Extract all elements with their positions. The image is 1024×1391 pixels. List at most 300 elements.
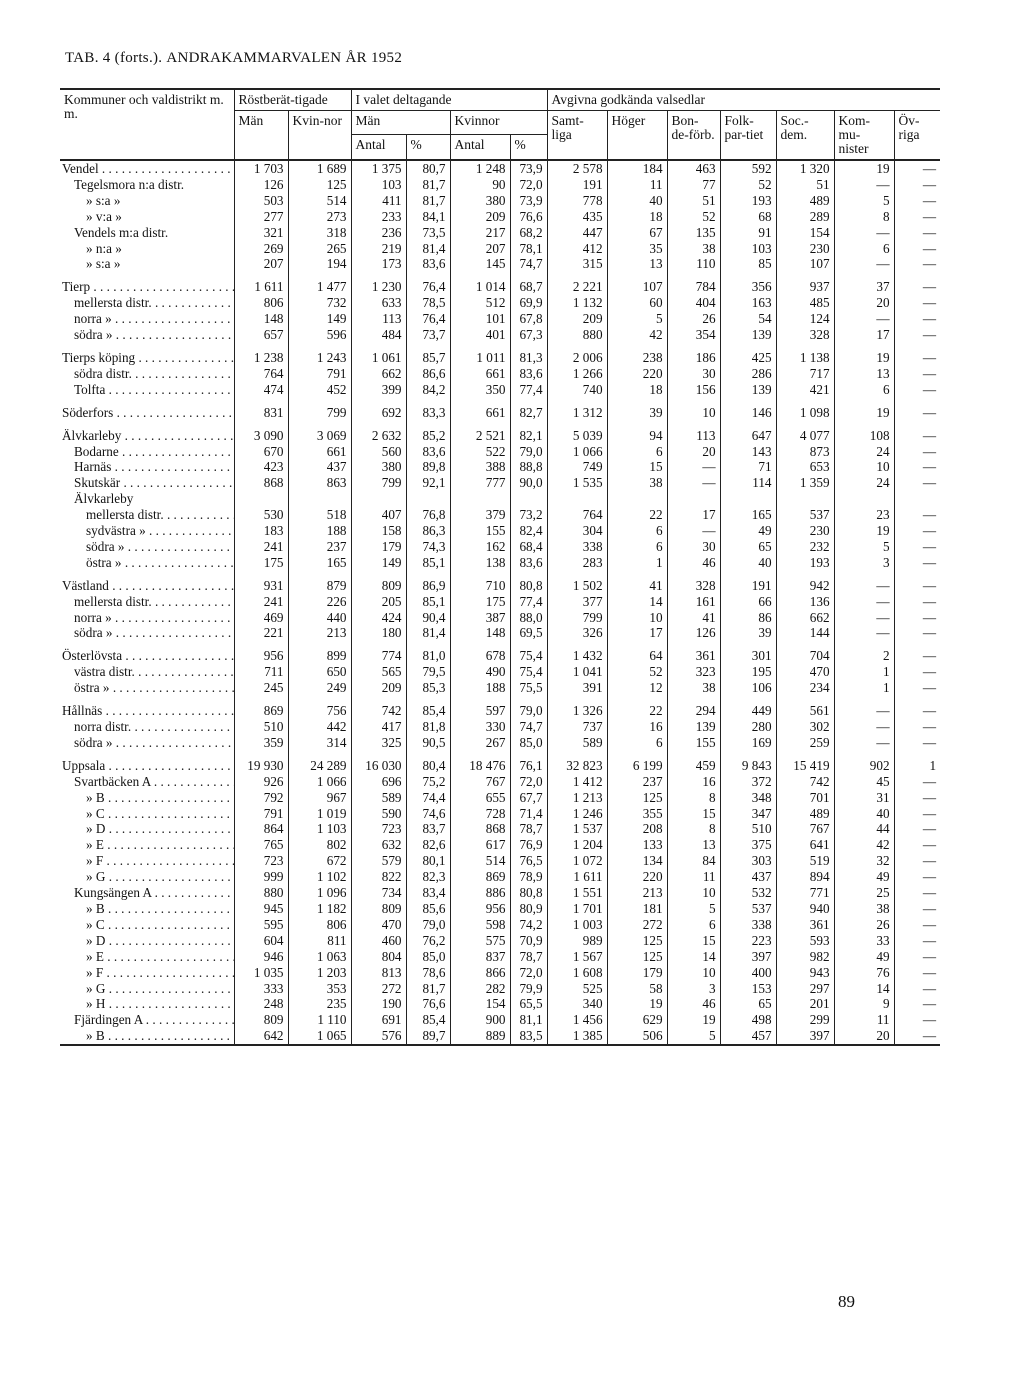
cell-value: 67,7 — [510, 790, 547, 806]
cell-value: 76,8 — [406, 507, 450, 523]
cell-value: 209 — [547, 311, 607, 327]
row-label-text: Vendels m:a distr. — [74, 224, 169, 240]
cell-value: 940 — [776, 901, 834, 917]
cell-value: 437 — [288, 459, 351, 475]
cell-value: 139 — [667, 719, 720, 735]
cell-value: 76,5 — [510, 853, 547, 869]
cell-value: — — [834, 311, 894, 327]
cell-value: 868 — [234, 475, 288, 491]
cell-value: 15 — [607, 459, 667, 475]
cell-value: 91 — [720, 225, 776, 241]
cell-value: 791 — [234, 806, 288, 822]
row-label — [60, 491, 234, 507]
cell-value: — — [894, 555, 940, 571]
cell-value: 576 — [351, 1028, 406, 1045]
cell-value: 41 — [667, 610, 720, 626]
cell-value: 333 — [234, 981, 288, 997]
cell-value: 806 — [234, 295, 288, 311]
cell-value: 31 — [834, 790, 894, 806]
cell-value: 1 072 — [547, 853, 607, 869]
cell-value: 30 — [667, 539, 720, 555]
cell-value: 6 — [607, 735, 667, 751]
cell-value: 6 — [834, 382, 894, 398]
cell-value: 809 — [234, 1012, 288, 1028]
cell-value: 397 — [720, 949, 776, 965]
row-label-text: södra » . . . — [74, 327, 234, 342]
cell-value: 78,9 — [510, 869, 547, 885]
cell-value: 69,5 — [510, 625, 547, 641]
cell-value: 19 — [834, 398, 894, 421]
cell-value: 799 — [547, 610, 607, 626]
header-valet-kvinnor: Kvinnor — [450, 111, 547, 135]
cell-value: 1 102 — [288, 869, 351, 885]
cell-value: 213 — [607, 885, 667, 901]
cell-value: 76,1 — [510, 751, 547, 774]
cell-value: 162 — [450, 539, 510, 555]
row-label — [60, 327, 234, 343]
row-label-text: » C . . . — [86, 917, 234, 932]
cell-value: 35 — [607, 241, 667, 257]
cell-value: — — [894, 539, 940, 555]
row-label — [60, 949, 234, 965]
cell-value: 86,3 — [406, 523, 450, 539]
row-label-text: södra » . . . — [86, 539, 234, 554]
cell-value: — — [894, 256, 940, 272]
table-row — [60, 459, 940, 475]
cell-value: 1 701 — [547, 901, 607, 917]
cell-value: 399 — [351, 382, 406, 398]
cell-value: 350 — [450, 382, 510, 398]
cell-value: 68,7 — [510, 272, 547, 295]
cell-value: 125 — [607, 949, 667, 965]
cell-value: 1 182 — [288, 901, 351, 917]
cell-value: 1 537 — [547, 821, 607, 837]
cell-value: 24 — [834, 444, 894, 460]
cell-value: 17 — [607, 625, 667, 641]
cell-value: 1 003 — [547, 917, 607, 933]
table-row — [60, 343, 940, 366]
cell-value: 165 — [288, 555, 351, 571]
cell-value: 662 — [351, 366, 406, 382]
cell-value: 889 — [450, 1028, 510, 1045]
cell-value: 380 — [450, 193, 510, 209]
cell-value: 194 — [288, 256, 351, 272]
cell-value: 221 — [234, 625, 288, 641]
cell-value: 740 — [547, 382, 607, 398]
cell-value: 72,0 — [510, 965, 547, 981]
cell-value: 49 — [720, 523, 776, 539]
cell-value: 742 — [351, 696, 406, 719]
cell-value: 9 843 — [720, 751, 776, 774]
cell-value: 103 — [351, 177, 406, 193]
row-label — [60, 641, 234, 664]
row-label — [60, 177, 234, 193]
cell-value: 1 014 — [450, 272, 510, 295]
cell-value: 657 — [234, 327, 288, 343]
cell-value: 302 — [776, 719, 834, 735]
cell-value: — — [834, 696, 894, 719]
cell-value: 19 — [667, 1012, 720, 1028]
cell-value — [406, 491, 450, 507]
cell-value: 76,9 — [510, 837, 547, 853]
cell-value: 560 — [351, 444, 406, 460]
cell-value: 326 — [547, 625, 607, 641]
cell-value: 597 — [450, 696, 510, 719]
cell-value: 125 — [288, 177, 351, 193]
cell-value: 80,1 — [406, 853, 450, 869]
cell-value: 38 — [834, 901, 894, 917]
row-label — [60, 996, 234, 1012]
cell-value: — — [894, 869, 940, 885]
header-i-valet: I valet deltagande — [351, 89, 547, 111]
cell-value: 670 — [234, 444, 288, 460]
cell-value: 506 — [607, 1028, 667, 1045]
cell-value: 10 — [667, 885, 720, 901]
table-row — [60, 641, 940, 664]
page-title — [65, 50, 402, 67]
cell-value: 811 — [288, 933, 351, 949]
cell-value: — — [894, 343, 940, 366]
cell-value: — — [894, 790, 940, 806]
cell-value: 1 243 — [288, 343, 351, 366]
table-row — [60, 571, 940, 594]
cell-value: 16 030 — [351, 751, 406, 774]
cell-value: 340 — [547, 996, 607, 1012]
cell-value: 161 — [667, 594, 720, 610]
cell-value: 294 — [667, 696, 720, 719]
cell-value: 83,3 — [406, 398, 450, 421]
row-label-text: södra distr. . . . — [74, 366, 234, 381]
cell-value: 11 — [834, 1012, 894, 1028]
row-label — [60, 475, 234, 491]
row-label — [60, 719, 234, 735]
cell-value: 4 077 — [776, 421, 834, 444]
cell-value: 1 551 — [547, 885, 607, 901]
cell-value: 6 — [834, 241, 894, 257]
cell-value: 489 — [776, 806, 834, 822]
cell-value: 1 041 — [547, 664, 607, 680]
cell-value: 1 204 — [547, 837, 607, 853]
cell-value: 723 — [351, 821, 406, 837]
header-kommunister: Kom-mu-nister — [834, 111, 894, 161]
cell-value: 1 689 — [288, 160, 351, 177]
cell-value: 661 — [450, 366, 510, 382]
row-label — [60, 571, 234, 594]
header-valet-man: Män — [351, 111, 450, 135]
row-label-text: Tierp . . . — [62, 279, 234, 294]
row-label — [60, 774, 234, 790]
row-label-text: Hållnäs . . . — [62, 703, 234, 718]
cell-value: 183 — [234, 523, 288, 539]
table-row — [60, 917, 940, 933]
cell-value: 5 — [834, 193, 894, 209]
cell-value: 175 — [450, 594, 510, 610]
cell-value: 282 — [450, 981, 510, 997]
cell-value: 74,7 — [510, 719, 547, 735]
cell-value: 1 230 — [351, 272, 406, 295]
cell-value: 661 — [288, 444, 351, 460]
cell-value: 809 — [351, 571, 406, 594]
cell-value: 195 — [720, 664, 776, 680]
cell-value: 17 — [834, 327, 894, 343]
table-row — [60, 806, 940, 822]
cell-value: 691 — [351, 1012, 406, 1028]
cell-value: 90 — [450, 177, 510, 193]
cell-value: 463 — [667, 160, 720, 177]
cell-value: 701 — [776, 790, 834, 806]
cell-value: 1 061 — [351, 343, 406, 366]
cell-value: 71 — [720, 459, 776, 475]
cell-value: 88,8 — [510, 459, 547, 475]
cell-value: 24 — [834, 475, 894, 491]
cell-value: 3 — [834, 555, 894, 571]
row-label — [60, 917, 234, 933]
cell-value: 136 — [776, 594, 834, 610]
cell-value: 732 — [288, 295, 351, 311]
cell-value: 1 567 — [547, 949, 607, 965]
cell-value: 866 — [450, 965, 510, 981]
cell-value: 359 — [234, 735, 288, 751]
cell-value: — — [894, 641, 940, 664]
cell-value: — — [894, 193, 940, 209]
row-label — [60, 160, 234, 177]
table-row — [60, 555, 940, 571]
row-label-text: Älvkarleby . . . — [62, 428, 234, 443]
cell-value: 489 — [776, 193, 834, 209]
cell-value: 869 — [450, 869, 510, 885]
row-label-text: » n:a » — [86, 240, 122, 256]
cell-value: 1 535 — [547, 475, 607, 491]
cell-value: 799 — [351, 475, 406, 491]
cell-value — [234, 491, 288, 507]
cell-value: 537 — [720, 901, 776, 917]
cell-value: 696 — [351, 774, 406, 790]
cell-value: — — [894, 696, 940, 719]
row-label — [60, 507, 234, 523]
table-row — [60, 869, 940, 885]
cell-value: 460 — [351, 933, 406, 949]
cell-value: 83,6 — [406, 256, 450, 272]
cell-value — [547, 491, 607, 507]
cell-value: — — [894, 475, 940, 491]
cell-value: — — [894, 610, 940, 626]
cell-value: 1 066 — [288, 774, 351, 790]
cell-value: 880 — [547, 327, 607, 343]
row-label-text: » D . . . — [86, 933, 234, 948]
cell-value: 6 — [607, 444, 667, 460]
cell-value: 348 — [720, 790, 776, 806]
cell-value: 83,4 — [406, 885, 450, 901]
cell-value: 238 — [607, 343, 667, 366]
header-man-antal: Antal — [351, 135, 406, 160]
table-title: ANDRAKAMMARVALEN ÅR 1952 — [166, 50, 403, 66]
cell-value: 5 039 — [547, 421, 607, 444]
cell-value: 328 — [667, 571, 720, 594]
cell-value: 107 — [607, 272, 667, 295]
cell-value: 650 — [288, 664, 351, 680]
cell-value: 82,3 — [406, 869, 450, 885]
cell-value: 181 — [607, 901, 667, 917]
cell-value: 17 — [667, 507, 720, 523]
cell-value: 633 — [351, 295, 406, 311]
header-rost-kvinnor: Kvin-nor — [288, 111, 351, 161]
cell-value: 145 — [450, 256, 510, 272]
row-label — [60, 382, 234, 398]
cell-value: 880 — [234, 885, 288, 901]
row-label — [60, 398, 234, 421]
header-hoger: Höger — [607, 111, 667, 161]
cell-value: 2 221 — [547, 272, 607, 295]
row-label-text: Västland . . . — [62, 578, 234, 593]
cell-value: 188 — [288, 523, 351, 539]
cell-value: 272 — [607, 917, 667, 933]
cell-value: — — [894, 806, 940, 822]
cell-value: 67,8 — [510, 311, 547, 327]
cell-value: 67 — [607, 225, 667, 241]
row-label — [60, 869, 234, 885]
cell-value: 388 — [450, 459, 510, 475]
cell-value: 85,1 — [406, 555, 450, 571]
cell-value: 338 — [547, 539, 607, 555]
cell-value: 269 — [234, 241, 288, 257]
header-bondeforb: Bon-de-förb. — [667, 111, 720, 161]
cell-value: 9 — [834, 996, 894, 1012]
cell-value: 16 — [667, 774, 720, 790]
cell-value: 81,1 — [510, 1012, 547, 1028]
cell-value: 90,0 — [510, 475, 547, 491]
cell-value: 435 — [547, 209, 607, 225]
cell-value: 14 — [834, 981, 894, 997]
cell-value: 1 502 — [547, 571, 607, 594]
cell-value: 593 — [776, 933, 834, 949]
cell-value: 82,4 — [510, 523, 547, 539]
cell-value: 299 — [776, 1012, 834, 1028]
row-label — [60, 933, 234, 949]
cell-value: 60 — [607, 295, 667, 311]
cell-value: 1 110 — [288, 1012, 351, 1028]
header-kommuner: Kommuner och valdistrikt m. m. — [60, 89, 234, 160]
row-label — [60, 806, 234, 822]
cell-value: 391 — [547, 680, 607, 696]
cell-value: 73,2 — [510, 507, 547, 523]
cell-value: 457 — [720, 1028, 776, 1045]
cell-value: 1 312 — [547, 398, 607, 421]
cell-value: 565 — [351, 664, 406, 680]
row-label-text: Tegelsmora n:a distr. — [74, 176, 185, 192]
cell-value: 1 098 — [776, 398, 834, 421]
cell-value: 8 — [667, 821, 720, 837]
cell-value: 79,9 — [510, 981, 547, 997]
table-row — [60, 193, 940, 209]
cell-value: 79,5 — [406, 664, 450, 680]
cell-value: 249 — [288, 680, 351, 696]
cell-value: 459 — [667, 751, 720, 774]
cell-value — [894, 491, 940, 507]
cell-value: 180 — [351, 625, 406, 641]
row-label — [60, 790, 234, 806]
cell-value: 18 — [607, 382, 667, 398]
cell-value: 107 — [776, 256, 834, 272]
cell-value: 158 — [351, 523, 406, 539]
cell-value: 400 — [720, 965, 776, 981]
header-folkpartiet: Folk-par-tiet — [720, 111, 776, 161]
cell-value: 2 578 — [547, 160, 607, 177]
cell-value: 617 — [450, 837, 510, 853]
cell-value: 82,1 — [510, 421, 547, 444]
cell-value: 380 — [351, 459, 406, 475]
cell-value: 69,9 — [510, 295, 547, 311]
cell-value: — — [834, 594, 894, 610]
cell-value: 19 — [607, 996, 667, 1012]
cell-value: 11 — [667, 869, 720, 885]
cell-value: 49 — [834, 869, 894, 885]
cell-value: 946 — [234, 949, 288, 965]
cell-value: 74,7 — [510, 256, 547, 272]
row-label-text: » B . . . — [86, 790, 234, 805]
cell-value: 80,4 — [406, 751, 450, 774]
cell-value: — — [894, 837, 940, 853]
cell-value: 452 — [288, 382, 351, 398]
row-label — [60, 256, 234, 272]
cell-value: 734 — [351, 885, 406, 901]
cell-value: 209 — [450, 209, 510, 225]
cell-value: 873 — [776, 444, 834, 460]
cell-value: 84,1 — [406, 209, 450, 225]
cell-value: 469 — [234, 610, 288, 626]
cell-value: 234 — [776, 680, 834, 696]
cell-value: — — [834, 719, 894, 735]
row-label-text: södra » . . . — [74, 625, 234, 640]
cell-value: 52 — [607, 664, 667, 680]
cell-value: — — [894, 1012, 940, 1028]
cell-value: 85,7 — [406, 343, 450, 366]
cell-value: 124 — [776, 311, 834, 327]
cell-value: 5 — [607, 311, 667, 327]
cell-value: 113 — [667, 421, 720, 444]
cell-value: 74,4 — [406, 790, 450, 806]
cell-value: — — [834, 256, 894, 272]
cell-value: 710 — [450, 571, 510, 594]
row-label — [60, 696, 234, 719]
row-label-text: » F . . . — [86, 965, 234, 980]
row-label-text: » G . . . — [86, 869, 234, 884]
cell-value: — — [894, 444, 940, 460]
cell-value: 23 — [834, 507, 894, 523]
row-label — [60, 625, 234, 641]
table-row — [60, 933, 940, 949]
table-row — [60, 272, 940, 295]
row-label — [60, 965, 234, 981]
cell-value: 114 — [720, 475, 776, 491]
cell-value: — — [894, 272, 940, 295]
cell-value: 1 412 — [547, 774, 607, 790]
cell-value: — — [894, 421, 940, 444]
cell-value: 85,4 — [406, 696, 450, 719]
cell-value: 76,2 — [406, 933, 450, 949]
table-row — [60, 696, 940, 719]
cell-value: 5 — [834, 539, 894, 555]
cell-value: 44 — [834, 821, 894, 837]
cell-value: 207 — [450, 241, 510, 257]
cell-value: 756 — [288, 696, 351, 719]
cell-value: 83,6 — [406, 444, 450, 460]
cell-value: 286 — [720, 366, 776, 382]
table-row — [60, 949, 940, 965]
table-row — [60, 507, 940, 523]
cell-value: 424 — [351, 610, 406, 626]
row-label-text: mellersta distr. . . . — [86, 507, 234, 522]
table-row — [60, 160, 940, 177]
